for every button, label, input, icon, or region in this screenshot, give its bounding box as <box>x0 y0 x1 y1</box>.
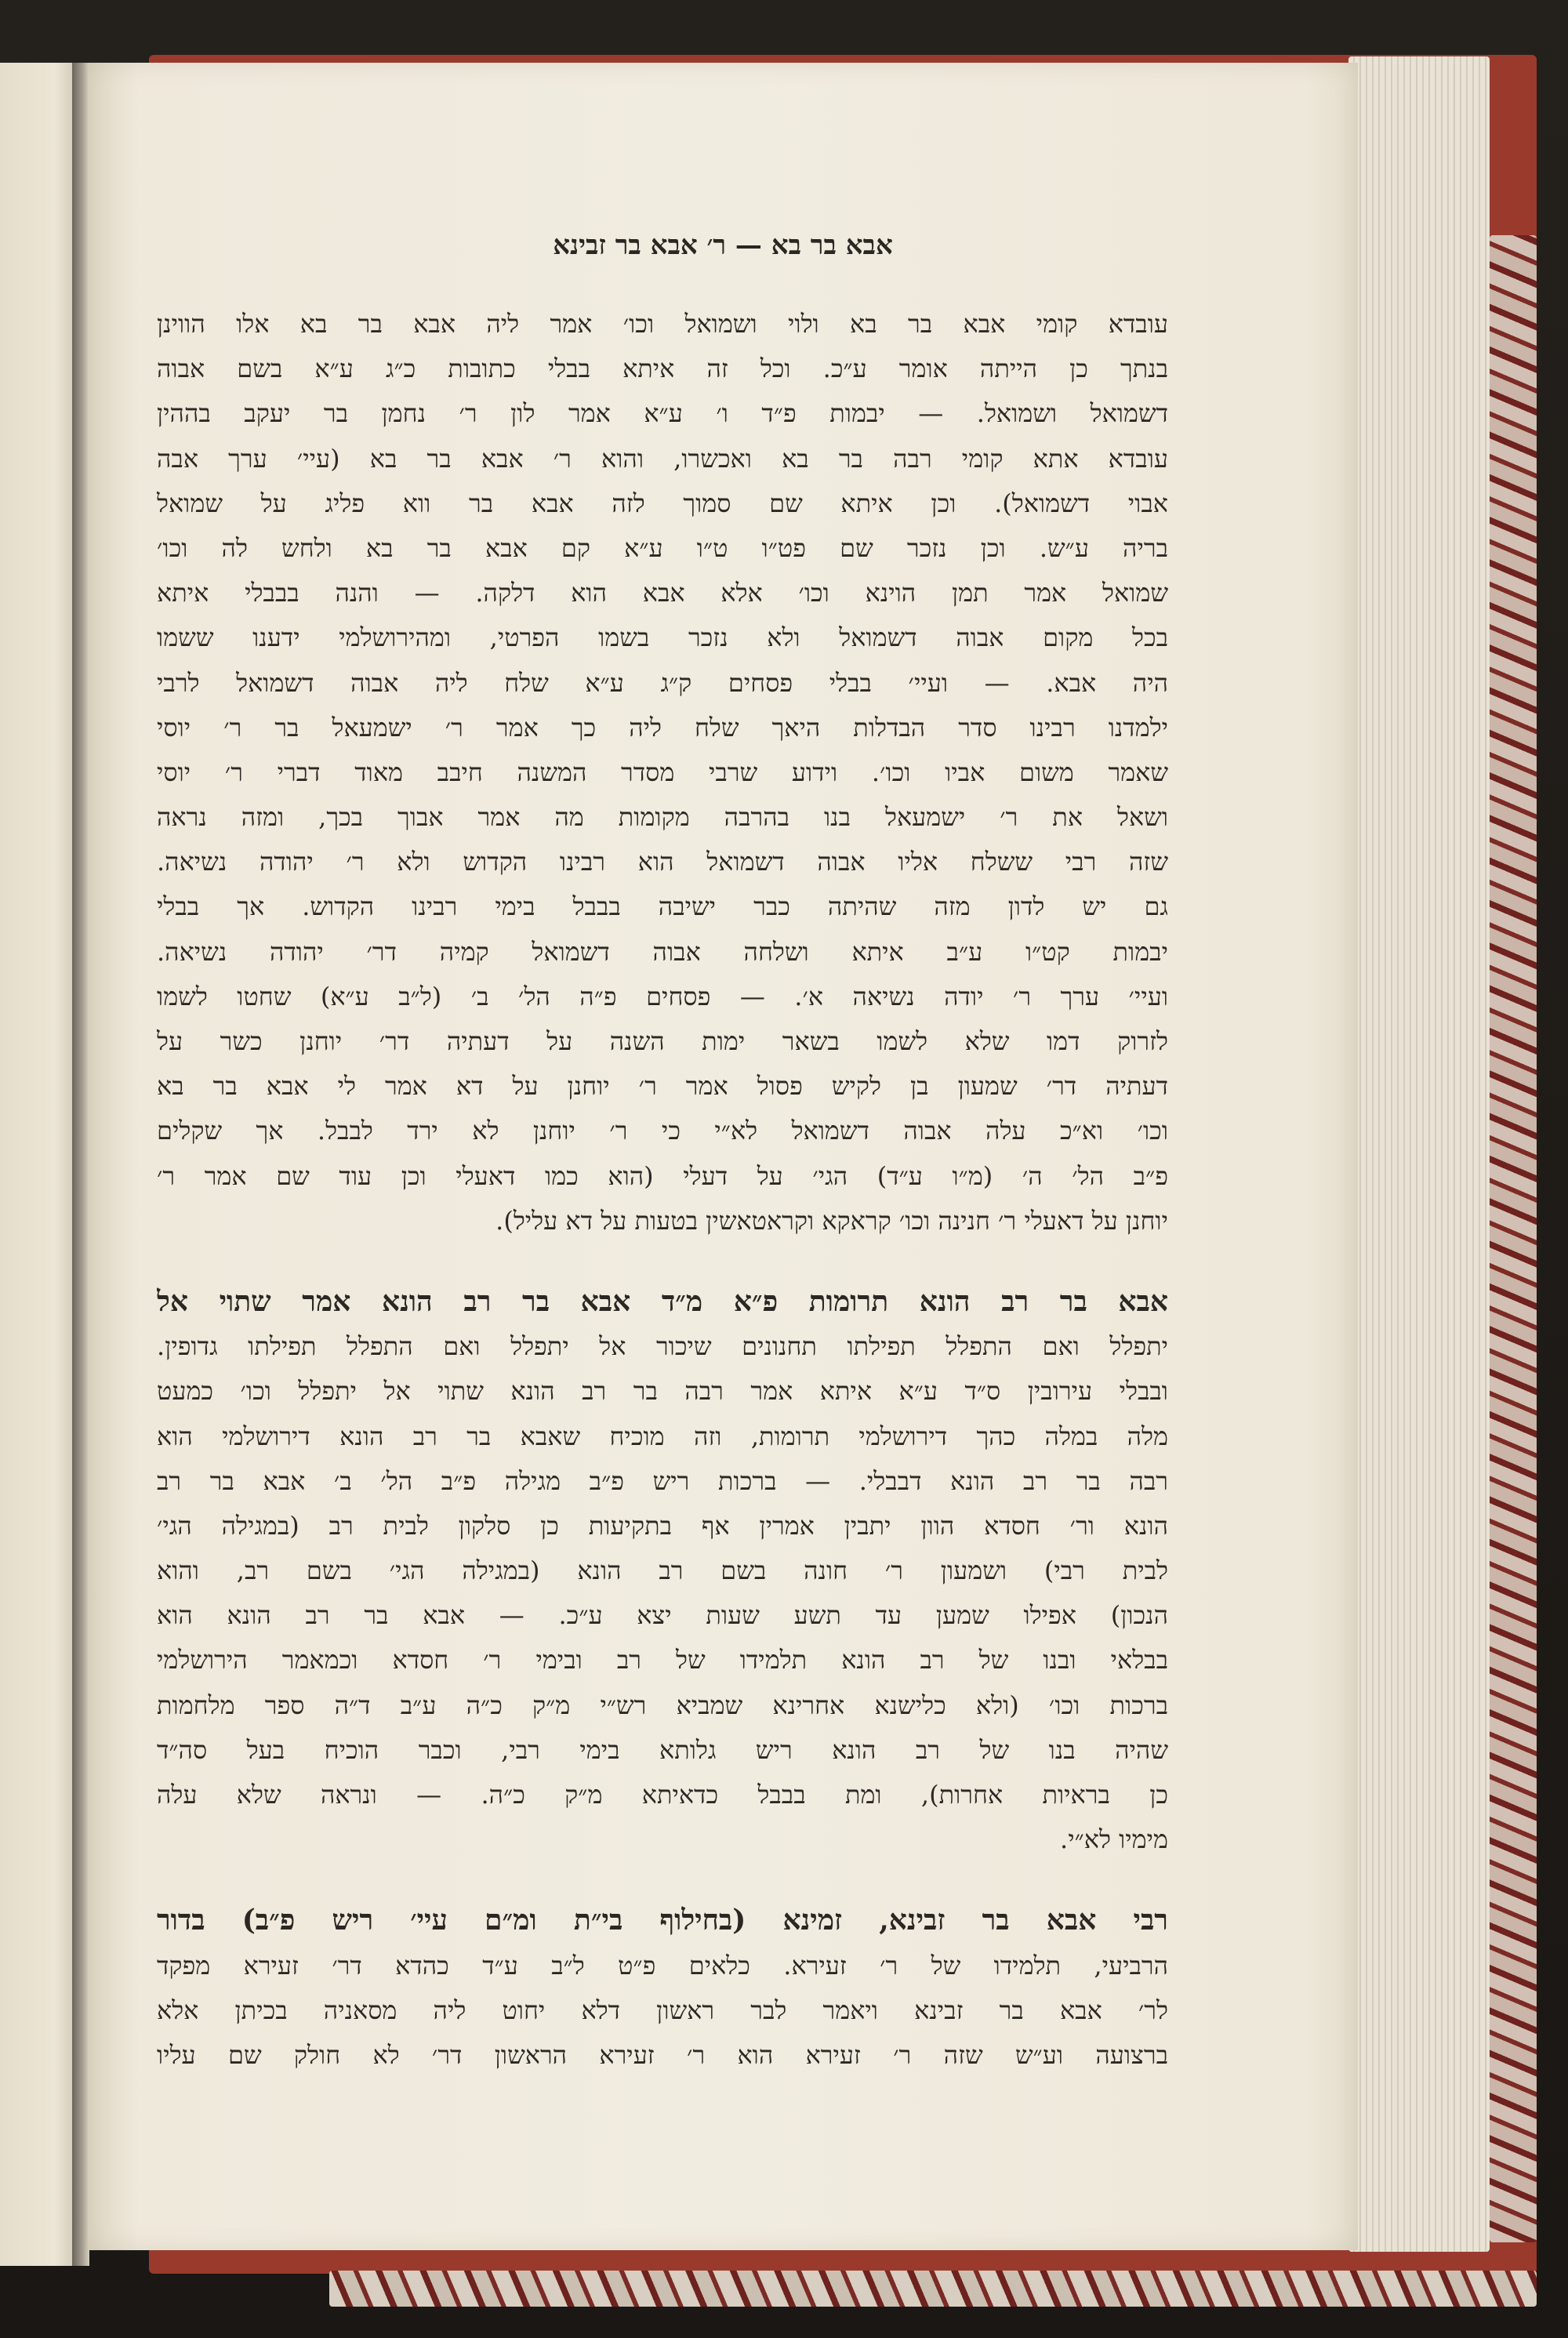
text-line: לר׳ אבא בר זבינא ויאמר לבר ראשון דלא יחוט ליה מסאניה בכיתן אלא <box>157 1995 1168 2025</box>
text-line: יתפלל ואם התפלל תפילתו תחנונים שיכור אל יתפלל ואם התפלל תפילתו גדופין. <box>157 1331 1168 1362</box>
text-line: ושאל את ר׳ ישמעאל בנו בהרבה מקומות מה אמר אבוך בכך, ומזה נראה <box>157 802 1168 833</box>
text-line: הונא ור׳ חסדא הוון יתבין אמרין אף בתקיעות כן סלקון לבית רב (במגילה הגי׳ <box>157 1510 1168 1541</box>
text-line: מלה במלה כהך דירושלמי תרומות, וזה מוכיח שאבא בר רב הונא דירושלמי הוא <box>157 1421 1168 1451</box>
text-line: עובדא אתא קומי רבה בר בא ואכשרו, והוא ר׳ אבא בר בא (עיי׳ ערך אבה <box>157 443 1168 474</box>
marbled-edge-bottom <box>329 2271 1537 2307</box>
text-line: ועיי׳ ערך ר׳ יודה נשיאה א׳. — פסחים פ״ה הל׳ ב׳ (ל״ב ע״א) שחטו לשמו <box>157 981 1168 1011</box>
facing-page <box>0 63 78 2266</box>
text-line: ברכות וכו׳ (ולא כלישנא אחרינא שמביא רש״י מ״ק כ״ה ע״ב ד״ה ספר מלחמות <box>157 1690 1168 1720</box>
text-line: לבית רבי) ושמעון ר׳ חונה בשם רב הונא (במגילה הגי׳ בשם רב, והוא <box>157 1556 1168 1586</box>
text-line: יבמות קט״ו ע״ב איתא ושלחה אבוה דשמואל קמיה דר׳ יהודה נשיאה. <box>157 936 1168 967</box>
text-line: עובדא קומי אבא בר בא ולוי ושמואל וכו׳ אמר ליה אבא בר בא אלו הווינן <box>157 309 1168 339</box>
text-line: שהיה בנו של רב הונא ריש גלותא בימי רבי, וכבר הוכיח בעל סה״ד <box>157 1734 1168 1765</box>
text-line: בבלאי ובנו של רב הונא תלמידו של רב ובימי ר׳ חסדא וכמאמר הירושלמי <box>157 1645 1168 1675</box>
text-line: היה אבא. — ועיי׳ בבלי פסחים ק״ג ע״א שלח ליה אבוה דשמואל לרבי <box>157 667 1168 698</box>
text-line: רבה בר רב הונא דבבלי. — ברכות ריש פ״ב מגילה פ״ב הל׳ ב׳ אבא בר רב <box>157 1465 1168 1496</box>
text-line: בריה ע״ש. וכן נזכר שם פט״ו ט״ו ע״א קם אבא בר בא ולחש לה וכו׳ <box>157 532 1168 563</box>
text-line: הנכון) אפילו שמען עד תשע שעות יצא ע״כ. — אבא בר רב הונא הוא <box>157 1600 1168 1631</box>
page-text <box>157 302 1168 2114</box>
book-gutter <box>72 63 89 2266</box>
text-line: גם יש לדון מזה שהיתה כבר ישיבה בבבל בימי רבינו הקדוש. אך בבלי <box>157 891 1168 922</box>
text-line: לזרוק דמו שלא לשמו בשאר ימות השנה על דעתיה דר׳ יוחנן כשר על <box>157 1026 1168 1056</box>
text-line: פ״ב הל׳ ה׳ (מ״ו ע״ד) הגי׳ על דעלי (הוא כמו דאעלי וכן עוד שם אמר ר׳ <box>157 1160 1168 1191</box>
text-line: דשמואל ושמואל. — יבמות פ״ד ו׳ ע״א אמר לון ר׳ נחמן בר יעקב בההין <box>157 398 1168 429</box>
text-line: ובבלי עירובין ס״ד ע״א איתא אמר רבה בר רב הונא שתוי אל יתפלל וכו׳ כמעט <box>157 1376 1168 1407</box>
text-line: שזה רבי ששלח אליו אבוה דשמואל הוא רבינו הקדוש ולא ר׳ יהודה נשיאה. <box>157 847 1168 877</box>
text-line: שמואל אמר תמן הוינא וכו׳ אלא אבא הוא דלקה. — והנה בבבלי איתא <box>157 578 1168 608</box>
running-header: אבא בר בא — ר׳ אבא בר זבינא <box>553 230 893 261</box>
entry-lead-line: אבא בר רב הונא תרומות פ״א מ״ד אבא בר רב הונא אמר שתוי אל <box>157 1284 1168 1318</box>
text-line: דעתיה דר׳ שמעון בן לקיש פסול אמר ר׳ יוחנן על דא אמר לי אבא בר בא <box>157 1071 1168 1102</box>
marbled-edge-right <box>1490 235 1537 2242</box>
page-fore-edges <box>1348 56 1490 2252</box>
entry-lead-line: רבי אבא בר זבינא, זמינא (בחילוף בי״ת ומ״ם עיי׳ ריש פ״ב) בדור <box>157 1904 1168 1937</box>
text-line: הרביעי, תלמידו של ר׳ זעירא. כלאים פ״ט ל״ב ע״ד כהדא דר׳ זעירא מפקד <box>157 1950 1168 1980</box>
text-line: ילמדנו רבינו סדר הבדלות היאך שלח ליה כך אמר ר׳ ישמעאל בר ר׳ יוסי <box>157 712 1168 742</box>
text-line: מימיו לא״י. <box>1060 1824 1168 1855</box>
paragraph-abba-bar-ba <box>157 302 1168 1243</box>
text-line: שאמר משום אביו וכו׳. וידוע שרבי מסדר המשנה חיבב מאוד דברי ר׳ יוסי <box>157 757 1168 787</box>
text-line: בנתך כן הייתה אומר ע״כ. וכל זה איתא בבלי כתובות כ״ג ע״א בשם אבוה <box>157 354 1168 384</box>
text-line: ברצועה וע״ש שזה ר׳ זעירא הוא ר׳ זעירא הראשון דר׳ לא חולק שם עליו <box>157 2039 1168 2070</box>
text-line: בכל מקום אבוה דשמואל ולא נזכר בשמו הפרטי, ומהירושלמי ידענו ששמו <box>157 623 1168 653</box>
text-line: וכו׳ וא״כ עלה אבוה דשמואל לא״י כי ר׳ יוחנן לא ירד לבבל. אך שקלים <box>157 1116 1168 1146</box>
text-line: אבוי דשמואל). וכן איתא שם סמוך לזה אבא בר ווא פליג על שמואל <box>157 488 1168 518</box>
paragraph-abba-bar-zavina <box>157 1898 1168 2078</box>
text-line: כן בראיות אחרות), ומת בבבל כדאיתא מ״ק כ״ה. — ונראה שלא עלה <box>157 1780 1168 1810</box>
text-line: יוחנן על דאעלי ר׳ חנינה וכו׳ קראקא וקראטאשין בטעות על דא עליל). <box>495 1205 1168 1236</box>
paragraph-abba-bar-rav-huna <box>157 1280 1168 1862</box>
